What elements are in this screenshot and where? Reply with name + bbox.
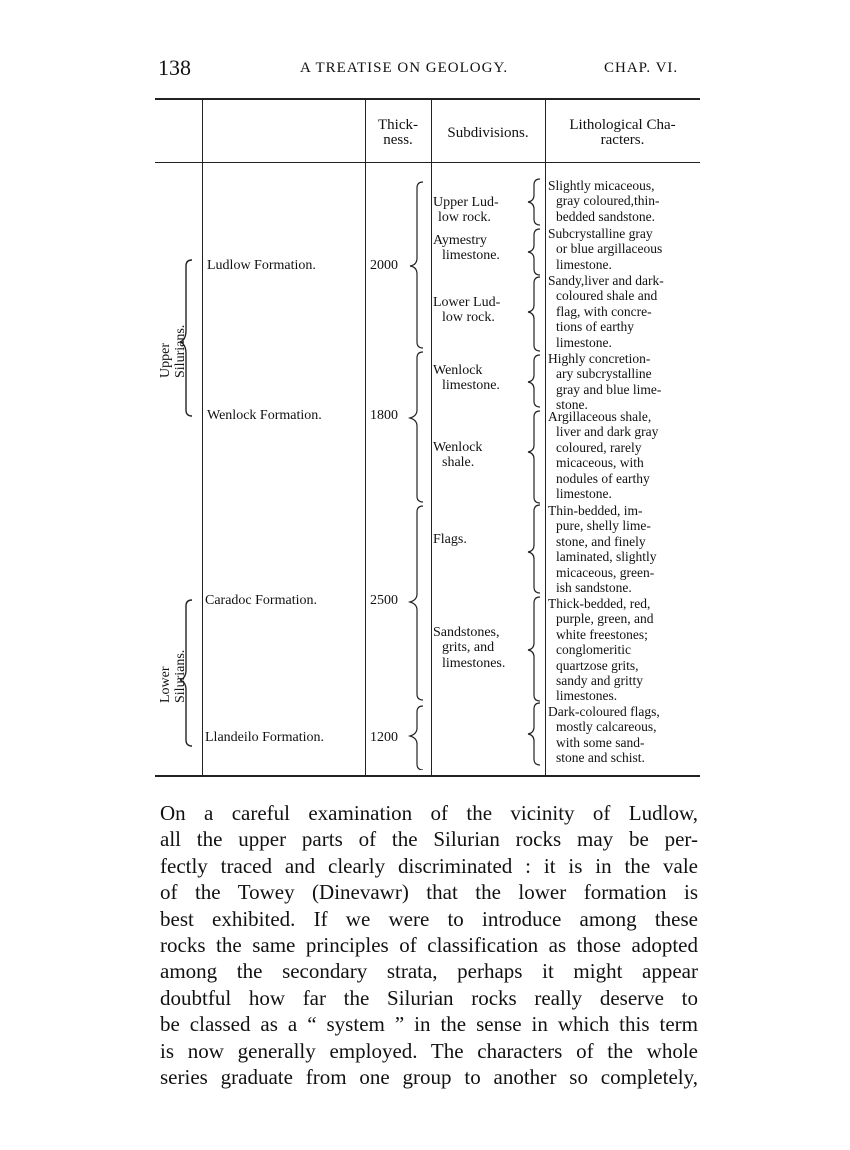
body-line: doubtful how far the Silurian rocks really deserve to: [160, 985, 698, 1010]
thickness-llandeilo: 1200: [370, 730, 398, 745]
group-brackets: [180, 250, 204, 770]
table-header-rule: [155, 162, 700, 163]
subdivision-wenlock-limestone: Wenlock limestone.: [433, 363, 500, 394]
table-top-rule: [155, 98, 700, 100]
formation-caradoc: Caradoc Formation.: [205, 593, 317, 608]
formation-llandeilo: Llandeilo Formation.: [205, 730, 324, 745]
upper-silurians-bracket: [180, 260, 192, 416]
body-paragraph: [160, 800, 698, 1090]
thickness-caradoc: 2500: [370, 593, 398, 608]
body-line: be classed as a “ system ” in the sense in which this term: [160, 1012, 698, 1037]
body-line: series graduate from one group to another so completely,: [160, 1065, 698, 1090]
column-divider: [365, 100, 366, 775]
subdivision-braces: [520, 175, 546, 775]
body-line: is now generally employed. The characters of the whole: [160, 1038, 698, 1063]
body-line: of the Towey (Dinevawr) that the lower formation is: [160, 880, 698, 905]
body-line: all the upper parts of the Silurian rocks may be per-: [160, 827, 698, 852]
body-line: best exhibited. If we were to introduce among these: [160, 906, 698, 931]
header-lithological: Lithological Cha- racters.: [569, 117, 676, 148]
lithology-sandstones: Thick-bedded, red, purple, green, and white freestones; conglomeritic quartzose grits, sandy and gritty limestones.: [548, 596, 654, 704]
thickness-wenlock: 1800: [370, 408, 398, 423]
header-subdivisions: Subdivisions.: [447, 125, 529, 141]
table-bottom-rule: [155, 775, 700, 777]
running-title: A TREATISE ON GEOLOGY.: [300, 60, 509, 76]
lithology-wenlock-shale: Argillaceous shale, liver and dark gray coloured, rarely micaceous, with nodules of earthy limestone.: [548, 409, 659, 502]
subdivision-wenlock-shale: Wenlock shale.: [433, 440, 483, 471]
lower-silurians-bracket: [180, 600, 192, 746]
body-line: rocks the same principles of classification as those adopted: [160, 933, 698, 958]
group-label-lower-silurians: Lower Silurians.: [158, 649, 188, 703]
lithology-aymestry: Subcrystalline gray or blue argillaceous limestone.: [548, 226, 663, 272]
lithology-column: [548, 178, 698, 766]
page-number: 138: [158, 55, 191, 80]
subdivision-sandstones: Sandstones, grits, and limestones.: [433, 625, 506, 671]
subdivision-lower-ludlow: Lower Lud- low rock.: [433, 295, 501, 326]
lithology-upper-ludlow: Slightly micaceous, gray coloured,thin- bedded sandstone.: [548, 178, 660, 224]
lithology-lower-ludlow: Sandy,liver and dark- coloured shale and flag, with concre- tions of earthy limestone.: [548, 273, 664, 350]
group-label-upper-silurians: Upper Silurians.: [158, 324, 188, 378]
formation-wenlock: Wenlock Formation.: [207, 408, 322, 423]
body-line: among the secondary strata, perhaps it might appear: [160, 959, 698, 984]
subdivision-aymestry: Aymestry limestone.: [433, 233, 500, 264]
column-divider: [431, 100, 432, 775]
header-thickness: Thick- ness.: [378, 117, 418, 148]
subdivision-flags: Flags.: [433, 532, 467, 547]
thickness-braces: [405, 170, 429, 770]
lithology-wenlock-limestone: Highly concretion- ary subcrystalline gray and blue lime- stone.: [548, 351, 662, 413]
thickness-ludlow: 2000: [370, 258, 398, 273]
lithology-llandeilo: Dark-coloured flags, mostly calcareous, with some sand- stone and schist.: [548, 704, 660, 766]
subdivision-upper-ludlow: Upper Lud- low rock.: [433, 195, 499, 226]
chapter-label: CHAP. VI.: [604, 60, 679, 76]
body-line: On a careful examination of the vicinity of Ludlow,: [160, 801, 698, 825]
body-line: fectly traced and clearly discriminated : it is in the vale: [160, 853, 698, 878]
formation-ludlow: Ludlow Formation.: [207, 258, 316, 273]
lithology-flags: Thin-bedded, im- pure, shelly lime- stone, and finely laminated, slightly micaceous, green- ish sandstone.: [548, 503, 657, 596]
